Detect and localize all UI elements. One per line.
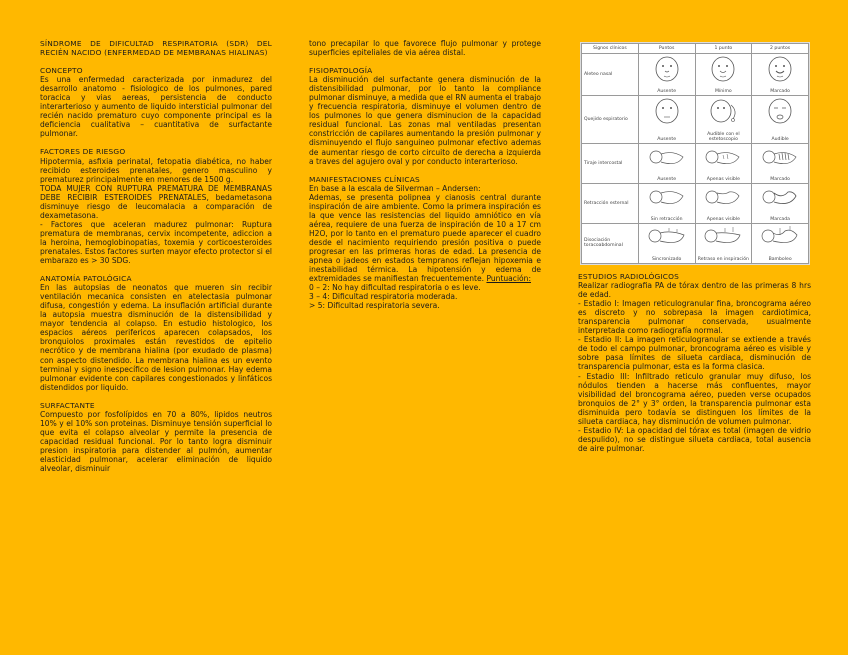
estadio-2-paragraph: - Estadio II: La imagen reticulogranular se extiende a través de todo el campo pulmonar, broncograma aéreo es visible y sobre pasa límites de silueta cardiaca, disminución de transparencia pulmonar, esta es la forma clasica. — [578, 335, 811, 372]
figure-caption: Ausente — [657, 136, 677, 142]
infant-abdomen-icon — [647, 225, 687, 253]
manifestaciones-text: Ademas, se presenta polipnea y cianosis central durante inspiración de aire ambiente. Como la primera inspiración es la que vence las resistencias del liquido amniótico en vía aérea, requiere de una fuerza de inspiración de 10 a 17 cm H2O, por lo tanto en el prematuro puede aparecer el cuadro desde el nacimiento requiriendo presión positiva o puede progresar en las primeras horas de edad. La presencia de apnea o jadeos en estados tempranos reflejan hipoxemia e inestabilidad térmica. La hipotensión y edema de extremidades se manifiestan frecuentemente. — [309, 192, 541, 284]
figure-caption: Mínimo — [715, 89, 732, 95]
infant-face-icon — [705, 55, 741, 85]
column-left — [40, 39, 272, 473]
figure-row-label: Disociación toracoabdominal — [582, 223, 639, 263]
figure-cell — [752, 143, 809, 183]
silverman-table — [581, 43, 809, 264]
document-title: SÍNDROME DE DIFICULTAD RESPIRATORIA (SDR) DEL RECIÉN NACIDO (ENFERMEDAD DE MEMBRANAS HIALINAS) — [40, 39, 272, 58]
figure-row-label: Retracción esternal — [582, 183, 639, 223]
score-line-3: > 5: Dificultad respiratoria severa. — [309, 301, 440, 311]
manifestaciones-intro: En base a la escala de Silverman – Andersen: — [309, 183, 481, 193]
figure-caption: Audible — [771, 136, 789, 142]
figure-caption: Apenas visible — [706, 216, 740, 222]
figure-header-cell: 1 punto — [695, 44, 752, 54]
figure-cell — [638, 96, 695, 144]
figure-cell — [752, 96, 809, 144]
infant-face-icon — [762, 97, 798, 127]
surfactante-heading: SURFACTANTE — [40, 400, 95, 410]
figure-caption: Apenas visible — [706, 176, 740, 182]
surfactante-continuation: tono precapilar lo que favorece flujo pulmonar y protege superficies epiteliales de via aérea distal. — [309, 39, 541, 58]
figure-cell — [695, 54, 752, 96]
figure-cell — [752, 223, 809, 263]
figure-header-cell: Puntos — [638, 44, 695, 54]
infant-thorax-icon — [703, 145, 743, 173]
infant-abdomen-icon — [703, 225, 743, 253]
figure-caption: Sin retracción — [650, 216, 683, 222]
infant-thorax-icon — [760, 145, 800, 173]
estudios-heading: ESTUDIOS RADIOLÓGICOS — [578, 272, 680, 281]
infant-face-icon — [649, 55, 685, 85]
surfactante-paragraph: Compuesto por fosfolípidos en 70 a 80%, lipidos neutros 10% y el 10% son proteinas. Disminuye tensión superficial lo que evita el colapso alveolar y permite la presencia de capacidad residual funcional. Por lo tanto logra disminuir presion inspiratoria para distender al pulmón, aumentar elasticidad pulmonar, acelerar eliminación de liquido alveolar, disminuir — [40, 409, 272, 474]
figure-cell — [638, 54, 695, 96]
manifestaciones-paragraph — [309, 193, 541, 283]
concepto-heading: CONCEPTO — [40, 66, 83, 76]
infant-face-icon — [649, 97, 685, 127]
figure-row — [582, 143, 809, 183]
estudios-intro: Realizar radiografia PA de tórax dentro de las primeras 8 hrs de edad. — [578, 281, 811, 300]
infant-sternum-icon — [647, 185, 687, 213]
infant-stethoscope-icon — [705, 97, 741, 127]
score-line-1: 0 – 2: No hay dificultad respiratoria o es leve. — [309, 283, 481, 293]
figure-cell — [695, 183, 752, 223]
estadio-1-paragraph: - Estadio I: Imagen reticulogranular fina, broncograma aéreo es discreto y no sobrepasa la imagen cardiotimica, transparencia pulmonar conservada, usualmente interpretada como radiografía normal. — [578, 299, 811, 336]
factores-paragraph-3: - Factores que aceleran madurez pulmonar: Ruptura prematura de membranas, cervix incompetente, adiccion a la heroina, hemoglobinopatias, toxemia y corticoesteroides prenatales. Estos factores surten mayor efecto protector si el embarazo es > 30 SDG. — [40, 219, 272, 266]
figure-caption: Bamboleo — [768, 257, 792, 262]
infant-face-icon — [762, 55, 798, 85]
figure-caption: Ausente — [657, 176, 677, 182]
figure-cell — [752, 54, 809, 96]
puntuacion-label: Puntuación: — [486, 274, 531, 284]
concepto-paragraph: Es una enfermedad caracterizada por inmadurez del desarrollo anatomo - fisiologico de los pulmones, pared toracica y vias aereas, persistencia de conducto interarterioso y aumento de liquido intersticial pulmonar del recién nacido prematuro cuyo componente principal es la deficiencia cualitativa – cuantitativa de surfactante pulmonar. — [40, 75, 272, 139]
column-middle — [309, 39, 541, 310]
figure-caption: Marcada — [770, 216, 790, 222]
figure-cell — [695, 143, 752, 183]
fisiopatologia-paragraph: La disminución del surfactante genera disminución de la distensibilidad pulmonar, por lo tanto la compliance pulmonar disminuye, a medida que el RN aumenta el trabajo y frecuencia respiratoria, disminuye el volumen dentro de los pulmones lo que genera disminucion de la capacidad residual funcional. Las zonas mal ventiladas presentan constricción de capilares aumentando la presión pulmonar y disminuyendo el flujo sanguineo pulmonar efectivo ademas de aumentar riesgo de corto circuito de derecha a izquierda a traves del agujero oval y por conducto interarterioso. — [309, 75, 541, 166]
figure-row — [582, 96, 809, 144]
figure-cell — [638, 143, 695, 183]
infant-abdomen-icon — [760, 225, 800, 253]
figure-caption: Marcado — [770, 89, 790, 95]
figure-row-label: Aleteo nasal — [582, 54, 639, 96]
anatomia-heading: ANATOMÍA PATOLÓGICA — [40, 274, 132, 284]
figure-caption: Retraso en inspiración — [697, 257, 749, 262]
figure-cell — [695, 96, 752, 144]
infant-sternum-icon — [760, 185, 800, 213]
fisiopatologia-heading: FISIOPATOLOGÍA — [309, 66, 373, 76]
figure-cell — [695, 223, 752, 263]
silverman-scale-figure — [580, 42, 810, 265]
figure-cell — [638, 183, 695, 223]
figure-row — [582, 183, 809, 223]
estadio-4-paragraph: - Estadio IV: La opacidad del tórax es total (imagen de vidrio despulido), no se distingue silueta cardiaca, total ausencia de aire pulmonar. — [578, 425, 811, 453]
anatomia-paragraph: En las autopsias de neonatos que mueren sin recibir ventilación mecanica consisten en atelectasia pulmonar difusa, congestión y edema. La insuflación artificial durante la autopsia muestra disminución de la distensibilidad y mayor tendencia al colapso. En estudio histologico, los espacios aéreos perifericos aparecen colapsados, los bronquiolos proximales están revestidos de epitelio necrótico y de membrana hialina (por exudado de plasma) con aspecto distendido. La membrana hialina es un evento terminal y signo inespecífico de lesion pulmonar. Hay edema pulmonar evidente con capilares congestionados y linfáticos distendidos por liquido. — [40, 283, 272, 392]
figure-header-row — [582, 44, 809, 54]
figure-row — [582, 223, 809, 263]
factores-paragraph-1: Hipotermia, asfixia perinatal, fetopatia diabética, no haber recibido esteroides prenatales, genero masculino y prematurez principalmente en menores de 1500 g. — [40, 156, 272, 184]
figure-header-cell: 2 puntos — [752, 44, 809, 54]
infant-sternum-icon — [703, 185, 743, 213]
figure-caption: Sincronizado — [651, 257, 682, 262]
estadio-3-paragraph: - Estadio III: Infiltrado reticulo granular muy difuso, los nódulos tienden a hacerse más confluentes, mayor visibilidad del broncograma aéreo, pueden verse ocupados bronquios de 2° y 3° orden, la transparencia pulmonar esta disminuida pero todavía se distinguen los límites de la silueta cardiaca, hay disminución de volumen pulmonar. — [578, 371, 811, 426]
score-line-2: 3 – 4: Dificultad respiratoria moderada. — [309, 292, 458, 302]
figure-caption: Audible con el estetoscopio — [707, 131, 740, 142]
figure-caption: Ausente — [657, 89, 677, 95]
figure-cell — [752, 183, 809, 223]
factores-heading: FACTORES DE RIESGO — [40, 147, 126, 157]
figure-cell — [638, 223, 695, 263]
figure-row-label: Tiraje intercostal — [582, 143, 639, 183]
manifestaciones-heading: MANIFESTACIONES CLÍNICAS — [309, 174, 420, 184]
figure-caption: Marcado — [770, 176, 790, 182]
column-right — [578, 272, 811, 453]
figure-row-label: Quejido espiratorio — [582, 96, 639, 144]
infant-thorax-icon — [647, 145, 687, 173]
figure-row — [582, 54, 809, 96]
figure-header-cell: Signos clínicos — [582, 44, 639, 54]
factores-paragraph-2: TODA MUJER CON RUPTURA PREMATURA DE MEMBRANAS DEBE RECIBIR ESTEROIDES PRENATALES, bedametasona disminuye riesgo de leucomalacia a comparación de dexametasona. — [40, 183, 272, 220]
